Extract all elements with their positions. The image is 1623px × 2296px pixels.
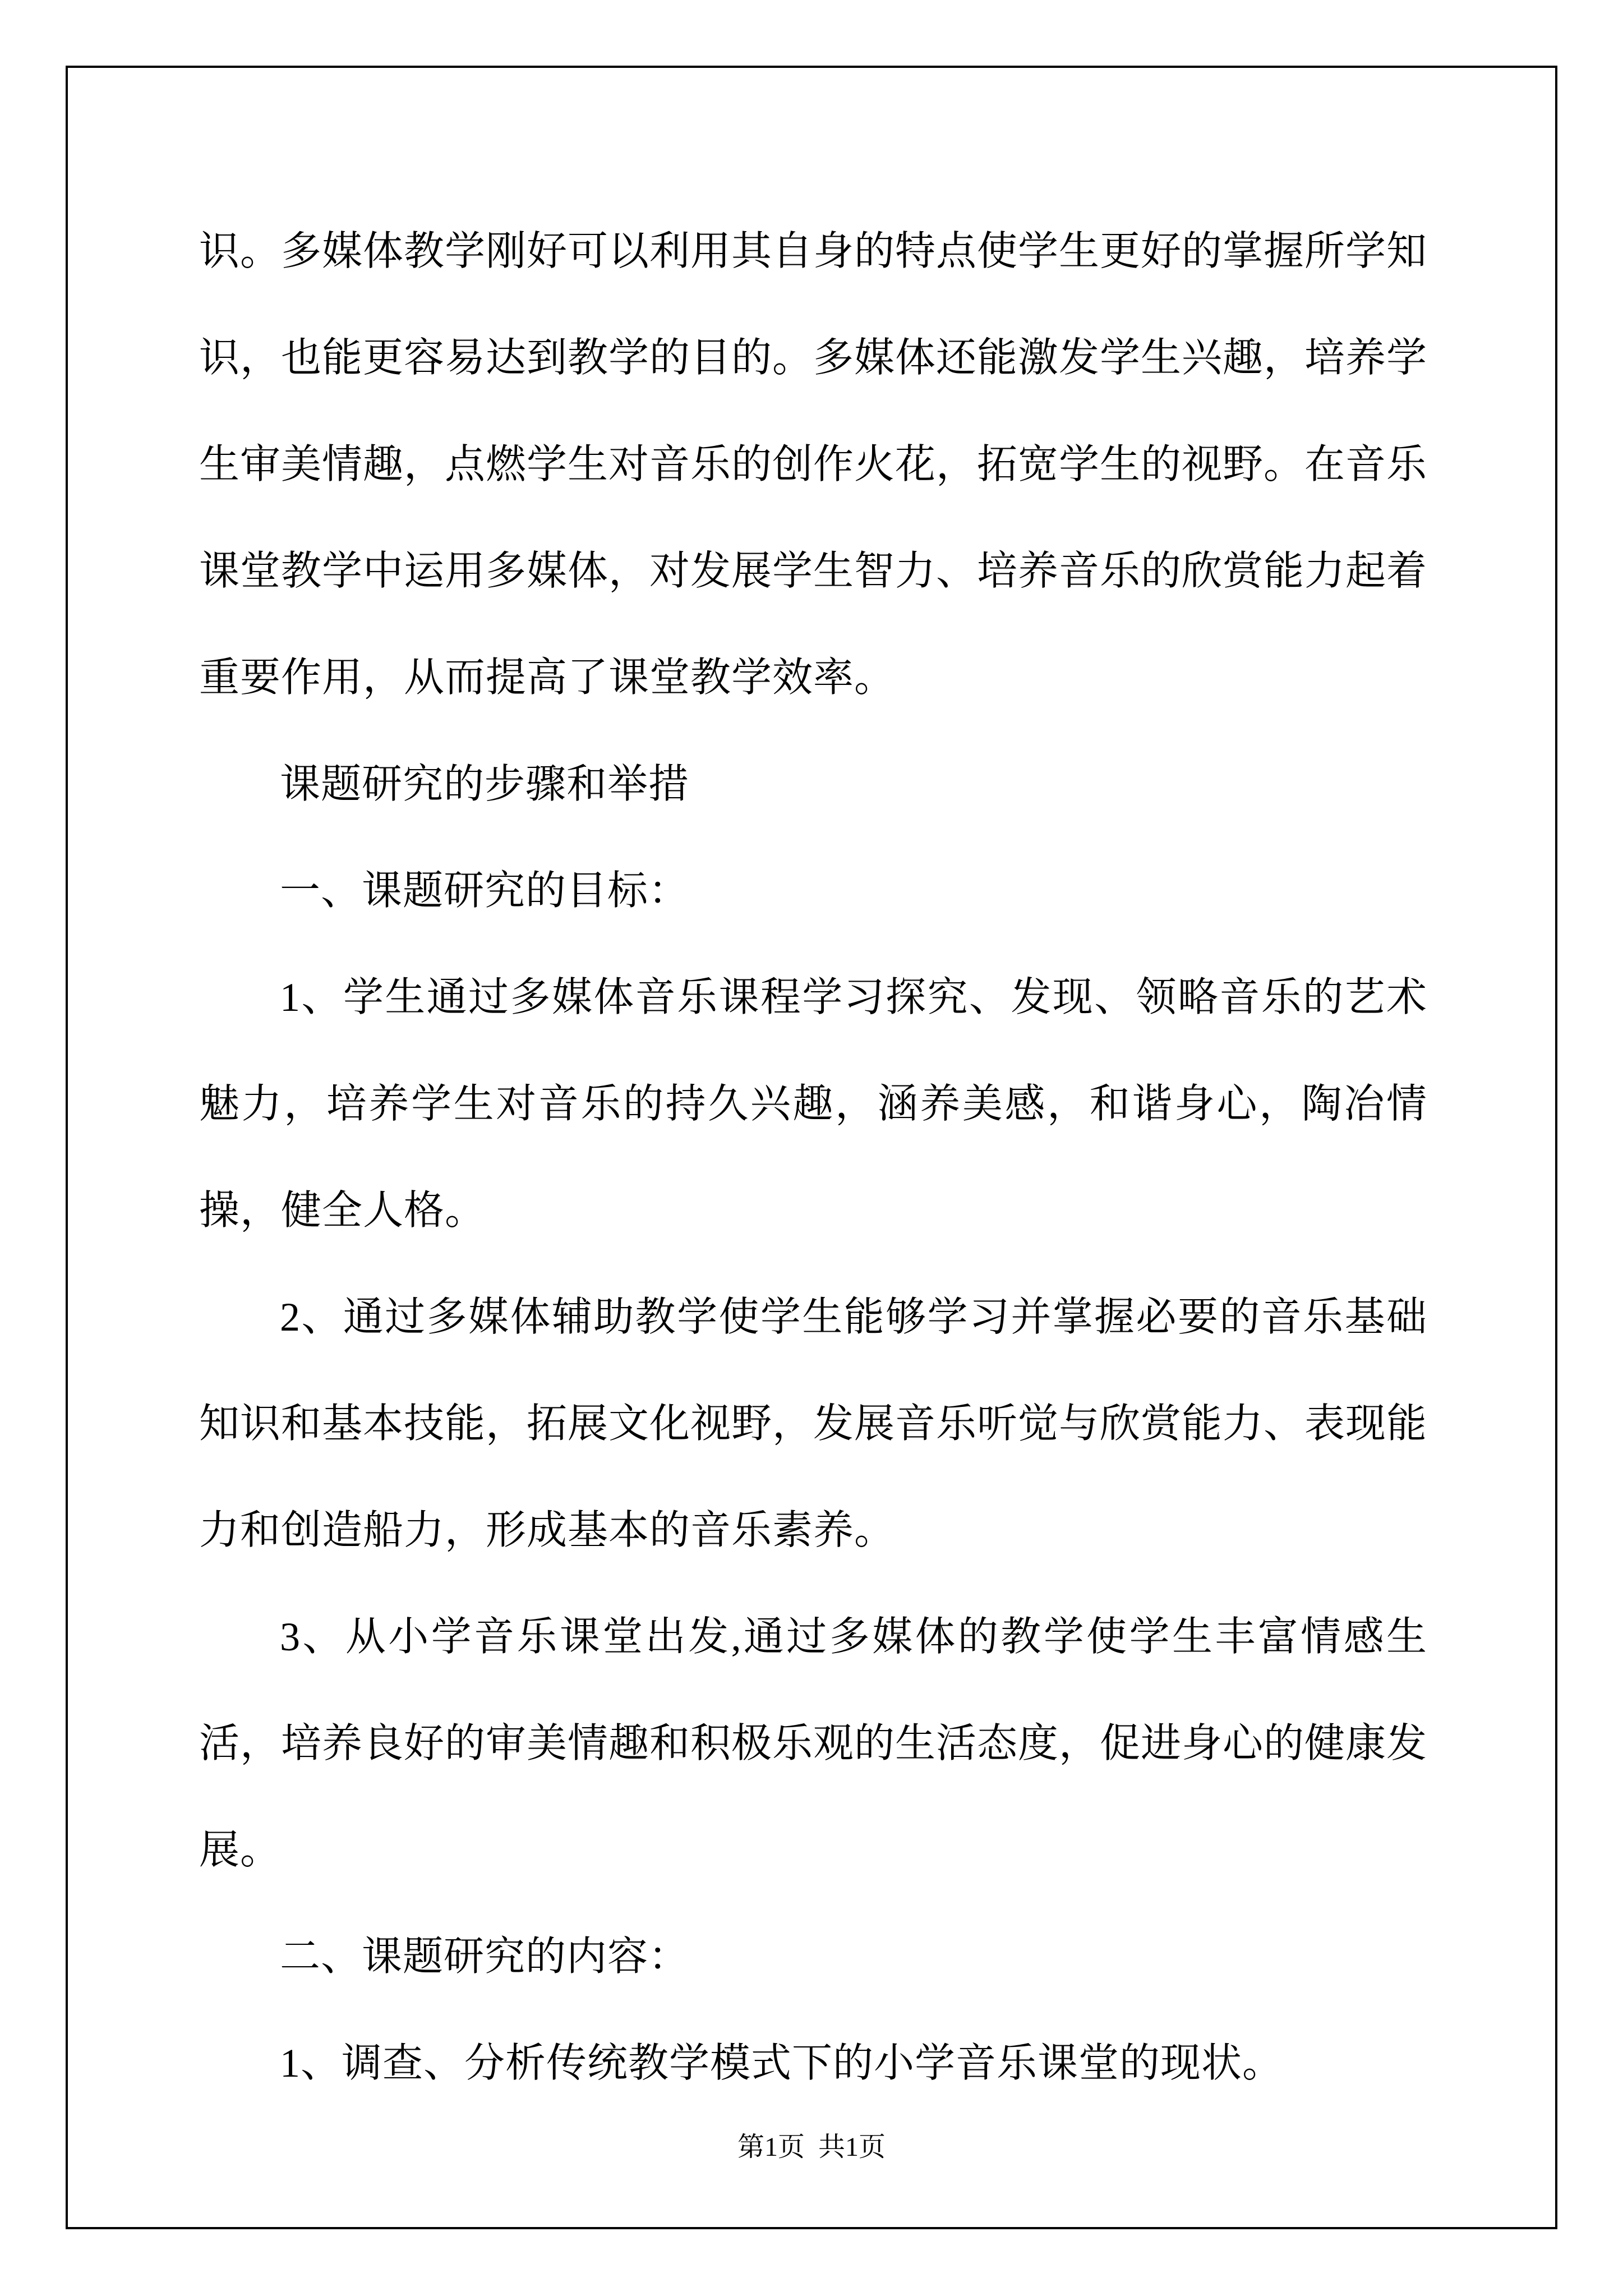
paragraph: 1、学生通过多媒体音乐课程学习探究、发现、领略音乐的艺术魅力，培养学生对音乐的持久兴趣，涵养美感，和谐身心，陶冶情操，健全人格。 xyxy=(199,975,1427,1233)
paragraph: 识。多媒体教学刚好可以利用其自身的特点使学生更好的掌握所学知识，也能更容易达到教学的目的。多媒体还能激发学生兴趣，培养学生审美情趣，点燃学生对音乐的创作火花，拓宽学生的视野。在音乐课堂教学中运用多媒体，对发展学生智力、培养音乐的欣赏能力起着重要作用，从而提高了课堂教学效率。 xyxy=(199,229,1428,700)
page-footer: 第1页 共1页 xyxy=(737,2132,886,2162)
paragraph: 一、课题研究的目标： xyxy=(280,868,690,913)
paragraph: 二、课题研究的内容： xyxy=(280,1934,690,1979)
paragraph: 1、调查、分析传统教学模式下的小学音乐课堂的现状。 xyxy=(280,2041,1284,2086)
document-body xyxy=(199,198,1427,2116)
paragraph: 3、从小学音乐课堂出发,通过多媒体的教学使学生丰富情感生活，培养良好的审美情趣和积极乐观的生活态度，促进身心的健康发展。 xyxy=(199,1614,1428,1872)
paragraph: 课题研究的步骤和举措 xyxy=(280,762,690,807)
paragraph: 2、通过多媒体辅助教学使学生能够学习并掌握必要的音乐基础知识和基本技能，拓展文化视野，发展音乐听觉与欣赏能力、表现能力和创造船力，形成基本的音乐素养。 xyxy=(199,1295,1428,1553)
